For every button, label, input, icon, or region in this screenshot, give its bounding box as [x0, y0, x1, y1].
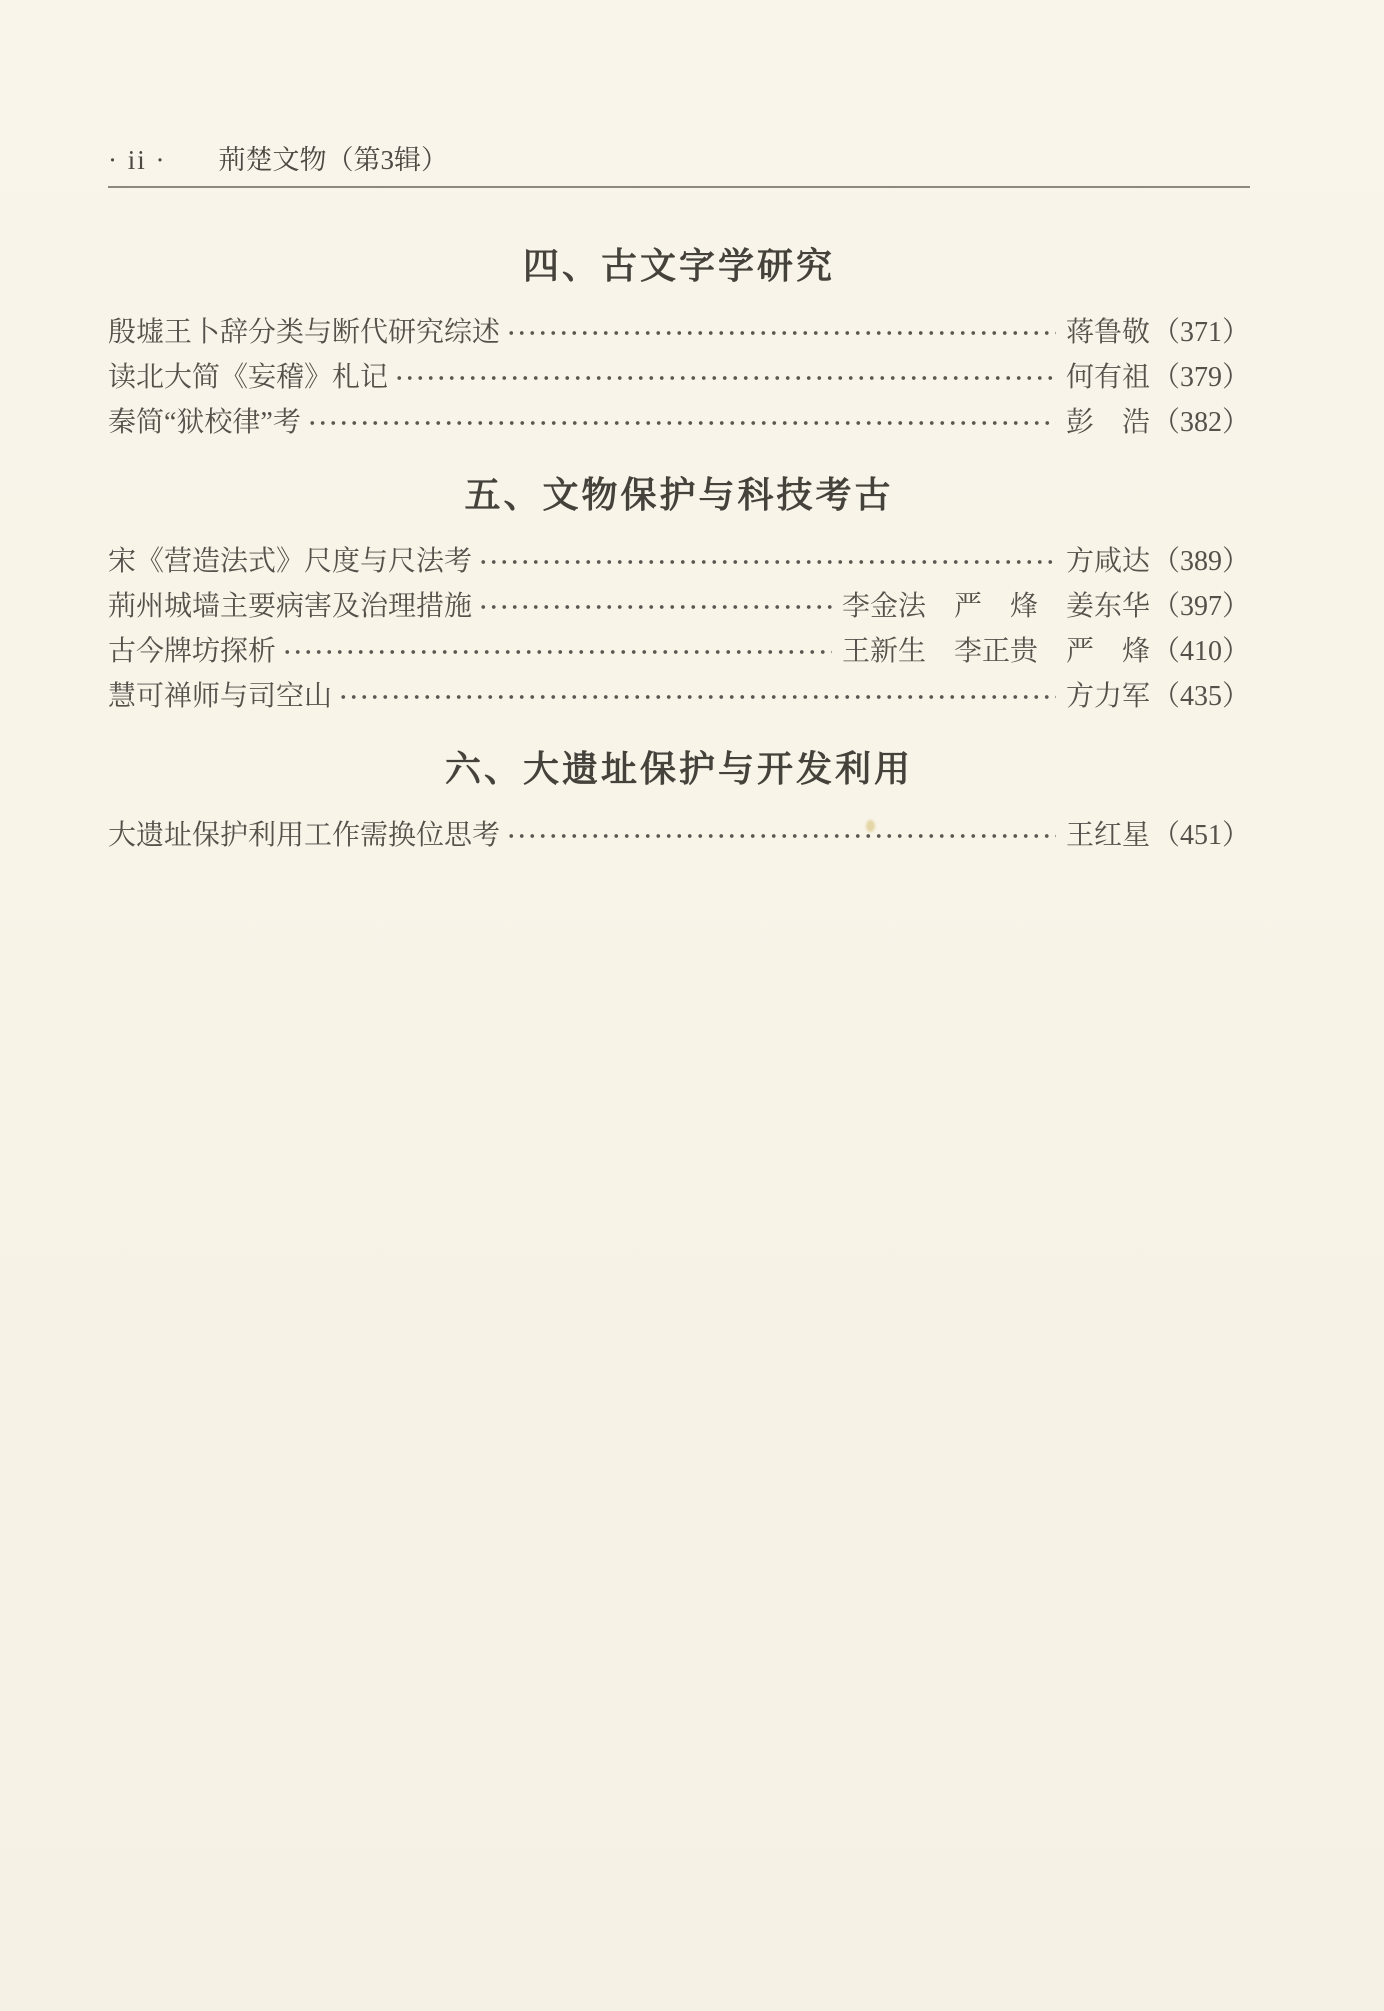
dot-leader	[394, 364, 1056, 392]
toc-entry	[108, 674, 1250, 719]
toc-entry	[108, 400, 1250, 445]
entry-title: 荊州城墙主要病害及治理措施	[108, 591, 473, 622]
entry-title: 殷墟王卜辞分类与断代研究综述	[108, 317, 501, 348]
toc-entry	[108, 355, 1250, 400]
entry-title: 读北大简《妄稽》札记	[108, 362, 389, 393]
toc-entry	[108, 629, 1250, 674]
entry-page-number: （371）	[1151, 317, 1250, 348]
entry-page-number: （379）	[1151, 362, 1250, 393]
entry-page-number: （451）	[1151, 820, 1250, 851]
entry-authors: 王红星	[1065, 820, 1150, 851]
dot-leader	[506, 822, 1056, 850]
running-header	[108, 144, 1250, 176]
entry-page-number: （382）	[1151, 407, 1250, 438]
header-rule	[108, 186, 1250, 188]
dot-leader	[478, 548, 1056, 576]
entry-title: 宋《营造法式》尺度与尺法考	[108, 546, 473, 577]
entry-title: 慧可禅师与司空山	[108, 681, 333, 712]
toc-entry	[108, 584, 1250, 629]
entry-page-number: （410）	[1151, 636, 1250, 667]
entry-title: 秦简“狱校律”考	[108, 407, 301, 438]
toc-entry	[108, 310, 1250, 355]
entry-page-number: （435）	[1151, 681, 1250, 712]
entry-authors: 方力军	[1065, 681, 1150, 712]
entry-page-number: （397）	[1151, 591, 1250, 622]
section-heading-5: 五、文物保护与科技考古	[464, 474, 894, 515]
entry-page-number: （389）	[1151, 546, 1250, 577]
folio-number: · ii ·	[108, 145, 167, 175]
toc-entry	[108, 539, 1250, 584]
toc-entry	[108, 813, 1250, 858]
entry-authors: 何有祖	[1065, 362, 1150, 393]
entry-title: 古今牌坊探析	[108, 636, 277, 667]
entry-title: 大遗址保护利用工作需换位思考	[108, 820, 501, 851]
entry-authors: 王新生 李正贵 严 烽	[841, 636, 1150, 667]
dot-leader	[478, 593, 832, 621]
scan-artifact-speck	[866, 820, 875, 832]
book-title: 荊楚文物（第3辑）	[218, 145, 448, 175]
entry-authors: 蒋鲁敬	[1065, 317, 1150, 348]
dot-leader	[307, 409, 1056, 437]
entry-authors: 李金法 严 烽 姜东华	[841, 591, 1150, 622]
dot-leader	[506, 319, 1056, 347]
entry-authors: 方咸达	[1065, 546, 1150, 577]
section-heading-6: 六、大遗址保护与开发利用	[444, 748, 913, 789]
page-content	[0, 144, 1384, 858]
section-heading-4: 四、古文字学研究	[522, 245, 835, 286]
entry-authors: 彭 浩	[1065, 407, 1150, 438]
dot-leader	[282, 638, 832, 666]
dot-leader	[338, 683, 1056, 711]
